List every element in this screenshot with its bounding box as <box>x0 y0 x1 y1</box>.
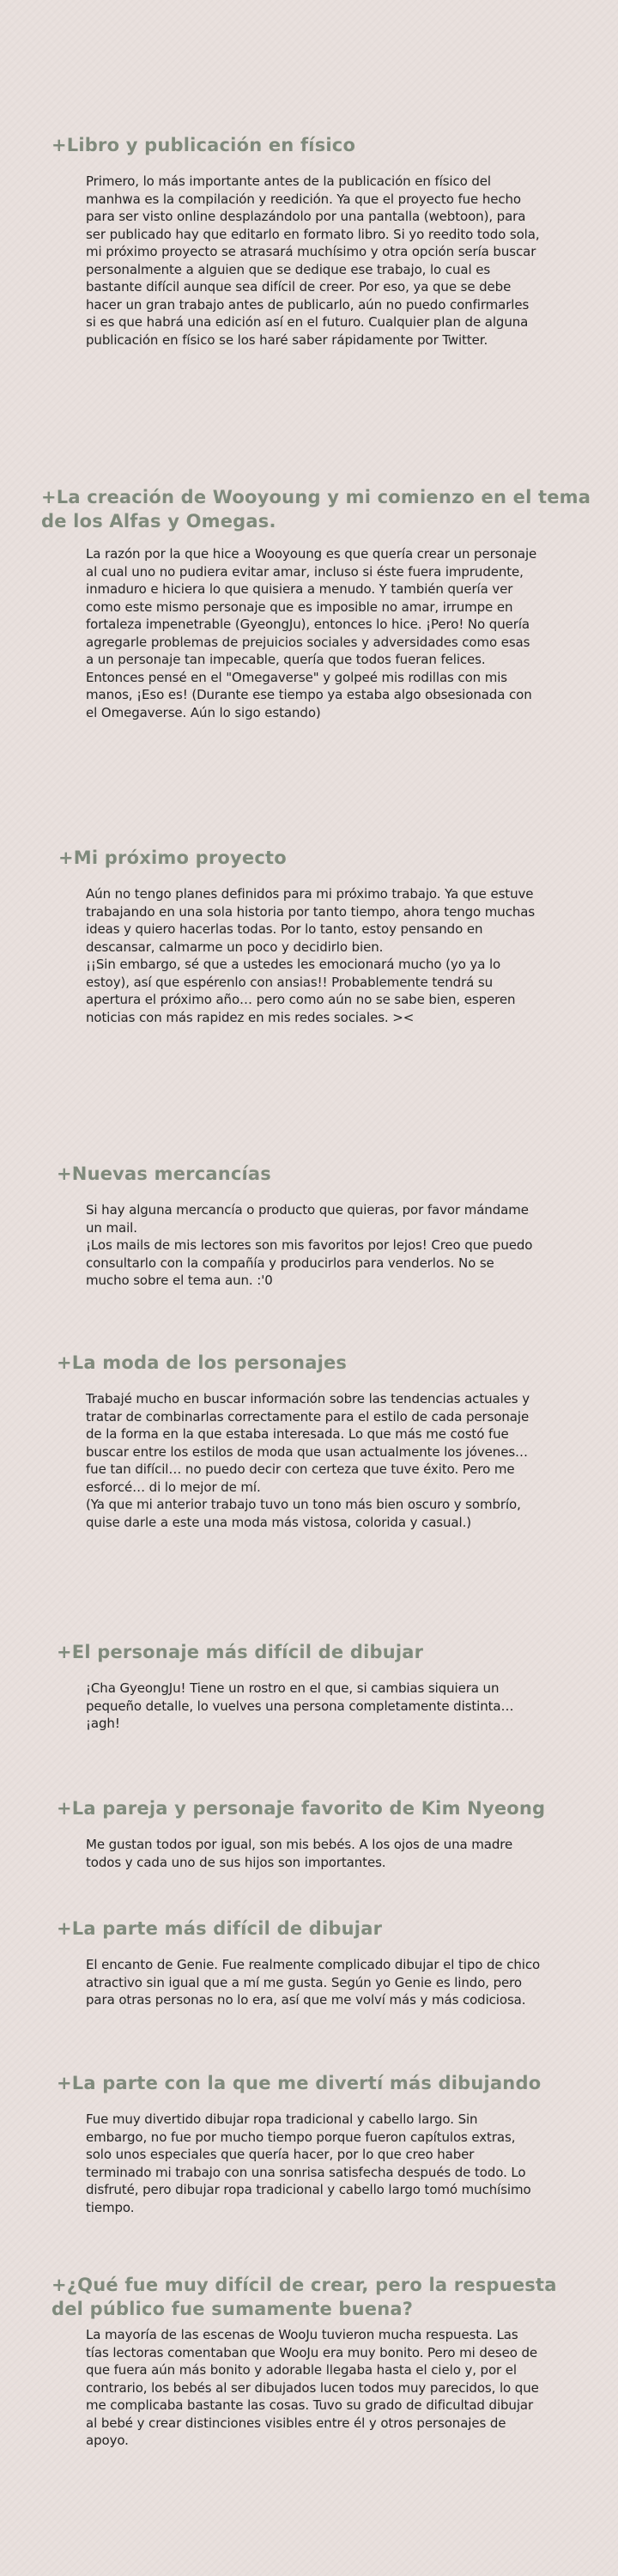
section-body: Trabajé mucho en buscar información sobre las tendencias actuales y tratar de combinarlas correctamente para el estilo de cada personaje de la forma en la que estaba interesada. Lo que más me costó fue buscar entre los estilos de moda que usan actualmente los jóvenes… fue tan difícil… no puedo decir con certeza que tuve éxito. Pero me esforcé… di lo mejor de mí. (Ya que mi anterior trabajo tuvo un tono más bien oscuro y sombrío, quise darle a este una moda más vistosa, colorida y casual.) <box>86 1391 530 1530</box>
section-heading: +Nuevas mercancías <box>57 1163 272 1184</box>
section-heading: +La creación de Wooyoung y mi comienzo en el tema de los Alfas y Omegas. <box>41 487 591 532</box>
section-new-merchandise <box>0 1162 618 1290</box>
section-heading: +La parte con la que me divertí más dibujando <box>57 2073 542 2093</box>
section-heading: +Libro y publicación en físico <box>52 135 356 155</box>
section-body: La mayoría de las escenas de WooJu tuvieron mucha respuesta. Las tías lectoras comentaban que WooJu era muy bonito. Pero mi deseo de que fuera aún más bonito y adorable llegaba hasta el cielo y, por el contrario, los bebés al ser dibujados lucen todos muy parecidos, lo que me complicaba bastante las cosas. Tuvo su grado de dificultad dibujar al bebé y crear distinciones visibles entre él y otros personajes de apoyo. <box>86 2327 539 2448</box>
section-most-fun-part <box>0 2071 618 2216</box>
section-hardest-character <box>0 1640 618 1733</box>
section-wooyoung-creation <box>0 485 618 721</box>
section-body: Aún no tengo planes definidos para mi próximo trabajo. Ya que estuve trabajando en una sola historia por tanto tiempo, ahora tengo muchas ideas y quiero hacerlas todas. Por lo tanto, estoy pensando en descansar, calmarme un poco y decidirlo bien. ¡¡Sin embargo, sé que a ustedes les emocionará mucho (yo ya lo estoy), así que espérenlo con ansias!! Probablemente tendrá su apertura el próximo año… pero como aún no se sabe bien, esperen noticias con más rapidez en mis redes sociales. >< <box>86 886 536 1025</box>
section-heading: +Mi próximo proyecto <box>58 848 287 868</box>
section-heading: +La pareja y personaje favorito de Kim Nyeong <box>57 1798 546 1819</box>
section-heading: +El personaje más difícil de dibujar <box>57 1642 424 1662</box>
section-heading: +La moda de los personajes <box>57 1352 348 1373</box>
section-body: Primero, lo más importante antes de la publicación en físico del manhwa es la compilación y reedición. Ya que el proyecto fue hecho para ser visto online desplazándolo por una pantalla (webtoon), para ser publicado hay que editarlo en formato libro. Si yo reedito todo sola, mi próximo proyecto se atrasará muchísimo y otra opción sería buscar personalmente a alguien que se dedique ese trabajo, lo cual es bastante difícil aunque sea difícil de creer. Por eso, ya que se debe hacer un gran trabajo antes de publicarlo, aún no puedo confirmarles si es que habrá una edición así en el futuro. Cualquier plan de alguna publicación en físico se los haré saber rápidamente por Twitter. <box>86 173 540 348</box>
section-body: El encanto de Genie. Fue realmente complicado dibujar el tipo de chico atractivo sin igual que a mí me gusta. Según yo Genie es lindo, pero para otras personas no lo era, así que me volví más y más codiciosa. <box>86 1957 541 2008</box>
section-book-publication <box>0 133 618 349</box>
section-body: Si hay alguna mercancía o producto que quieras, por favor mándame un mail. ¡Los mails de mis lectores son mis favoritos por lejos! Creo que puedo consultarlo con la compañía y producirlos para venderlos. No se mucho sobre el tema aun. :'0 <box>86 1202 533 1288</box>
section-heading: +¿Qué fue muy difícil de crear, pero la respuesta del público fue sumamente buena? <box>52 2275 557 2319</box>
section-heading: +La parte más difícil de dibujar <box>57 1918 383 1939</box>
section-body: Fue muy divertido dibujar ropa tradicional y cabello largo. Sin embargo, no fue por mucho tiempo porque fueron capítulos extras, solo unos especiales que quería hacer, por lo que creo haber terminado mi trabajo con una sonrisa satisfecha después de todo. Lo disfruté, pero dibujar ropa tradicional y cabello largo tomó muchísimo tiempo. <box>86 2111 531 2215</box>
section-body: ¡Cha GyeongJu! Tiene un rostro en el que, si cambias siquiera un pequeño detalle, lo vuelves una persona completamente distinta… ¡agh! <box>86 1680 514 1731</box>
section-favorite-couple <box>0 1796 618 1871</box>
section-hardest-part <box>0 1917 618 2009</box>
section-body: Me gustan todos por igual, son mis bebés. A los ojos de una madre todos y cada uno de sus hijos son importantes. <box>86 1837 513 1870</box>
section-body: La razón por la que hice a Wooyoung es que quería crear un personaje al cual uno no pudiera evitar amar, incluso si éste fuera imprudente, inmaduro e hiciera lo que quisiera a menudo. Y también quería ver como este mismo personaje que es imposible no amar, irrumpe en fortaleza impenetrable (GyeongJu), entonces lo hice. ¡Pero! No quería agregarle problemas de prejuicios sociales y adversidades como esas a un personaje tan impecable, quería que todos fueran felices. Entonces pensé en el "Omegaverse" y golpeé mis rodillas con mis manos, ¡Eso es! (Durante ese tiempo ya estaba algo obsesionada con el Omegaverse. Aún lo sigo estando) <box>86 546 537 720</box>
section-hard-but-loved <box>0 2273 618 2450</box>
section-character-fashion <box>0 1351 618 1531</box>
section-next-project <box>0 846 618 1026</box>
